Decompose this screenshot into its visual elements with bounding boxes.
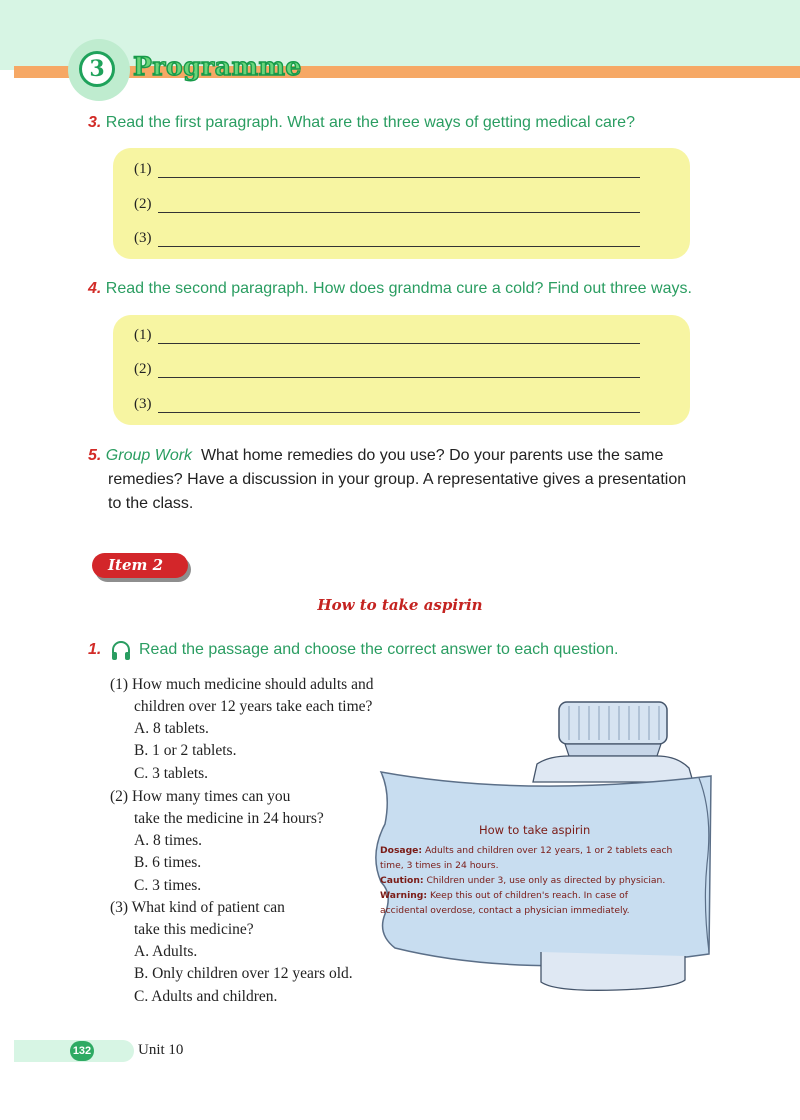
mc-option-3c[interactable]: C. Adults and children. (134, 988, 278, 1005)
section-title: Programme (133, 52, 302, 81)
question-3 (88, 114, 635, 132)
unit-label: Unit 10 (138, 1042, 184, 1058)
question-4 (88, 280, 692, 298)
question-4-text: Read the second paragraph. How does grandma cure a cold? Find out three ways. (105, 280, 692, 297)
mc-option-2b[interactable]: B. 6 times. (134, 854, 202, 871)
answer-line-q4-1[interactable]: (1) (134, 327, 640, 344)
mc-option-2c[interactable]: C. 3 times. (134, 877, 202, 894)
question-5-line-1 (88, 447, 663, 465)
item-2-label: Item 2 (108, 556, 164, 574)
section-number: 3 (79, 51, 115, 87)
mc-option-3b[interactable]: B. Only children over 12 years old. (134, 965, 353, 982)
headphones-icon[interactable] (110, 640, 132, 662)
mc-question-3-line-2: take this medicine? (134, 921, 254, 938)
question-5-number: 5. (88, 447, 102, 464)
answer-line-q3-2[interactable]: (2) (134, 196, 640, 213)
item-2-question-1-number: 1. (88, 641, 102, 658)
item-2-question-1-text: Read the passage and choose the correct answer to each question. (139, 641, 619, 658)
mc-question-3-line-1: (3) What kind of patient can (110, 899, 285, 916)
label-card-title: How to take aspirin (479, 823, 591, 837)
label-card-body: Dosage: Adults and children over 12 years, 1 or 2 tablets each time, 3 times in 24 hours. Caution: Children under 3, use only as directed by physician. Warning: Keep this out of children's reach. In case of accidental overdose, contact a physician immediately. (380, 845, 673, 916)
mc-question-2-line-2: take the medicine in 24 hours? (134, 810, 324, 827)
mc-question-1-line-2: children over 12 years take each time? (134, 698, 373, 715)
mc-question-1-line-1: (1) How much medicine should adults and (110, 676, 374, 693)
mc-option-2a[interactable]: A. 8 times. (134, 832, 203, 849)
answer-line-q3-1[interactable]: (1) (134, 161, 640, 178)
mc-option-1c[interactable]: C. 3 tablets. (134, 765, 209, 782)
question-5-line-2: remedies? Have a discussion in your group. A representative gives a presentation (108, 471, 687, 488)
question-5-text-1: What home remedies do you use? Do your parents use the same (200, 447, 664, 464)
answer-line-q4-2[interactable]: (2) (134, 361, 640, 378)
question-3-text: Read the first paragraph. What are the three ways of getting medical care? (105, 114, 635, 131)
question-4-number: 4. (88, 280, 102, 297)
item-2-question-1 (88, 641, 101, 659)
header-orange-bar (14, 66, 800, 78)
question-5-line-3: to the class. (108, 495, 194, 512)
answer-line-q4-3[interactable]: (3) (134, 396, 640, 413)
mc-option-3a[interactable]: A. Adults. (134, 943, 198, 960)
passage-title: How to take aspirin (317, 596, 483, 614)
question-3-number: 3. (88, 114, 102, 131)
mc-option-1a[interactable]: A. 8 tablets. (134, 720, 209, 737)
mc-option-1b[interactable]: B. 1 or 2 tablets. (134, 742, 237, 759)
mc-question-2-line-1: (2) How many times can you (110, 788, 291, 805)
page-number: 132 (70, 1041, 94, 1061)
answer-line-q3-3[interactable]: (3) (134, 230, 640, 247)
group-work-label: Group Work (105, 447, 193, 464)
